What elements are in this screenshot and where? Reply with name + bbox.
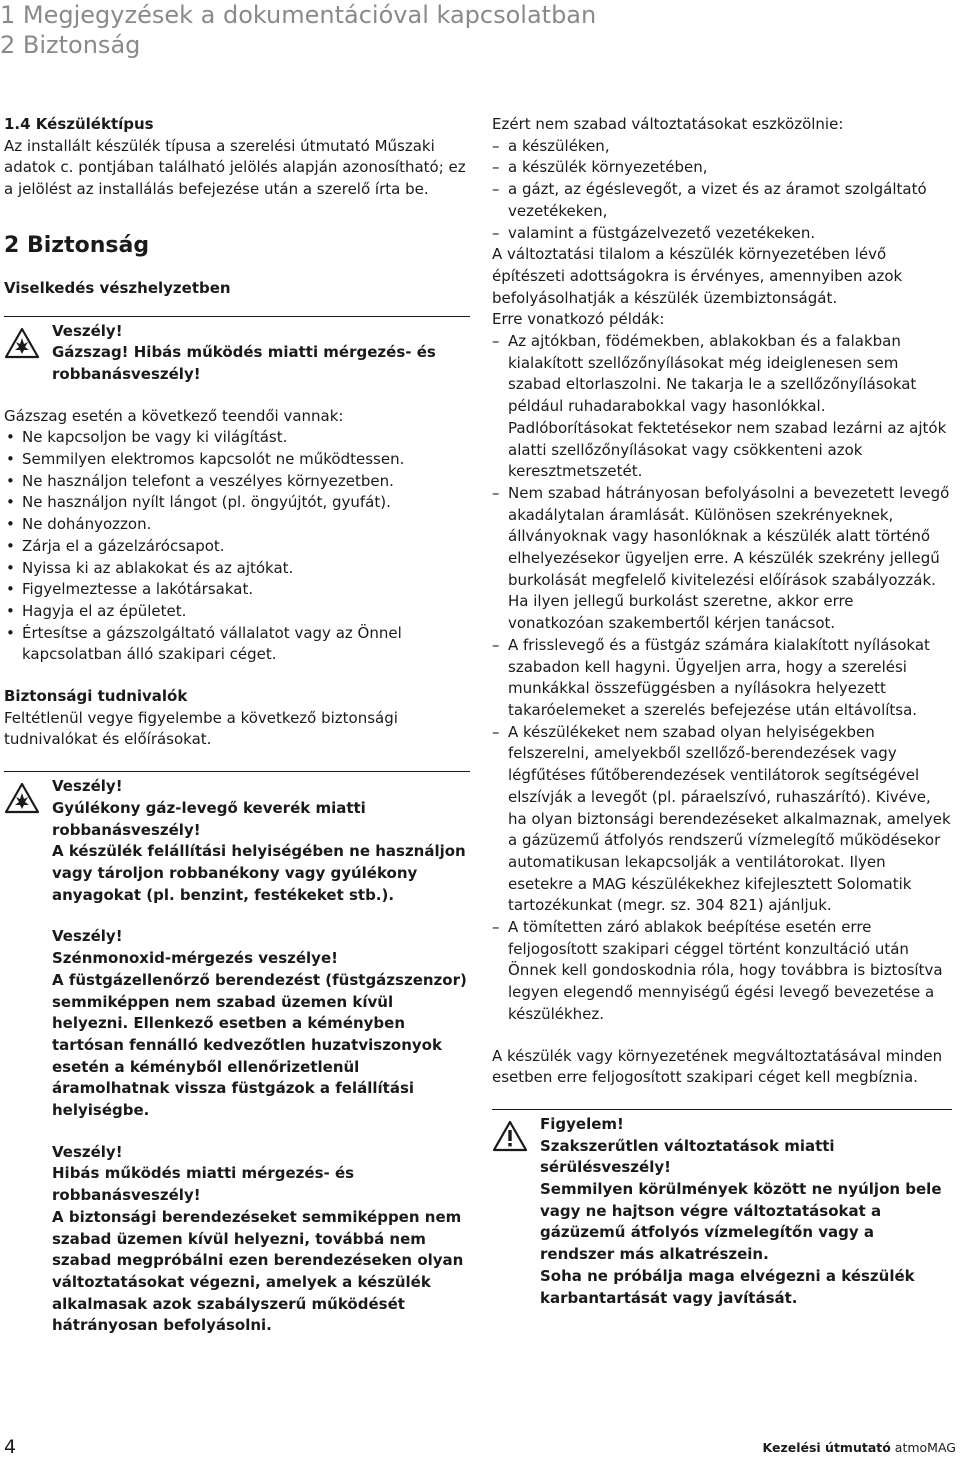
warning-1-gas-label: Gázszag! <box>52 343 129 362</box>
gas-steps-list <box>4 427 470 666</box>
list-item: – a gázt, az égéslevegőt, a vizet és az áramot szolgáltató vezetékeken, <box>492 179 952 222</box>
footer-doc-label: Kezelési útmutató <box>762 1440 891 1455</box>
warning-co <box>4 926 470 1121</box>
list-item: • Nyissa ki az ablakokat és az ajtókat. <box>4 558 470 580</box>
list-item: – a készüléken, <box>492 136 952 158</box>
change-text: A készülék vagy környezetének megváltoztatásával minden esetben erre feljogosított szakipari céget kell megbíznia. <box>492 1046 943 1087</box>
warning-gas-smell <box>4 316 470 386</box>
warning-1-text <box>52 342 470 385</box>
page-number: 4 <box>4 1436 17 1458</box>
safety-title: Biztonsági tudnivalók <box>4 687 188 706</box>
warning-4-text: Hibás működés miatti mérgezés- és robbanásveszély! A biztonsági berendezéseket semmiképpen nem szabad üzemen kívül helyezni, továbbá nem szabad megpróbálni ezen berendezéseken olyan változtatásokat végezni, amelyek a készülék alkalmasak azok szabályszerű működését hátrányosan befolyásolni. <box>52 1164 464 1335</box>
caution-box <box>492 1109 952 1309</box>
list-item: • Hagyja el az épületet. <box>4 601 470 623</box>
list-item: – Az ajtókban, födémekben, ablakokban és a falakban kialakított szellőzőnyílásokat még ideiglenesen sem szabad eltorlaszolni. Ne takarja le a szellőzőnyílásokat például ruhadarabokkal vagy hasonlókkal. Padlóborításokat fektetésekor nem szabad lezárni az ajtók alatti szellőzőnyílásokat vagy csökkenteni azok keresztmetszetét. <box>492 331 952 483</box>
safety-text: Feltétlenül vegye figyelembe a következő biztonsági tudnivalókat és előírásokat. <box>4 708 398 749</box>
list-item: – A frisslevegő és a füstgáz számára kialakított nyílásokat szabadon kell hagyni. Ügyeljen arra, hogy a szerelési munkákkal összefüggésben a nyílásokra helyezett takaróelemeket a szerelés befejezése után eltávolítsa. <box>492 635 952 722</box>
section-2-title: 2 Biztonság <box>4 232 150 258</box>
gas-intro: Gázszag esetén a következő teendői vannak: <box>4 406 344 425</box>
changes-intro: Ezért nem szabad változtatásokat eszközölnie: <box>492 115 844 133</box>
warning-2-heading: Veszély! <box>52 777 123 796</box>
warning-safety-devices <box>4 1142 470 1337</box>
list-item: – Nem szabad hátrányosan befolyásolni a bevezetett levegő akadálytalan áramlását. Különösen szekrényeknek, állványoknak vagy hasonlóknak a készülék alatt történő elhelyezésekor ügyeljen erre. A készülék szekrény jellegű burkolását megfelelő kivitelezési előírások szabályozzák. Ha ilyen jellegű burkolást szeretne, akkor erre vonatkozóan szakembertől kérjen tanácsot. <box>492 483 952 635</box>
warning-explosion-icon <box>4 327 40 359</box>
list-item: • Ne kapcsoljon be vagy ki világítást. <box>4 427 470 449</box>
warning-exclamation-icon <box>492 1120 528 1152</box>
list-item: – valamint a füstgázelvezető vezetékeken. <box>492 223 952 245</box>
ban-text: A változtatási tilalom a készülék környezetében lévő építészeti adottságokra is érvényes, amennyiben azok befolyásolhatják a készülék üzembiztonságát. <box>492 245 903 307</box>
caution-heading: Figyelem! <box>540 1114 624 1133</box>
caution-text: Szakszerűtlen változtatások miatti sérülésveszély! Semmilyen körülmények között ne nyúljon bele vagy ne hajtson végre változtatásokat a gázüzemű átfolyós vízmelegítőn vagy a rendszer más alkatrészein. Soha ne próbálja maga elvégezni a készülék karbantartását vagy javítását. <box>540 1136 942 1307</box>
list-item: – A készülékeket nem szabad olyan helyiségekben felszerelni, amelyekből szellőző-berendezések vagy légfűtéses fűtőberendezések ventilátorok segítségével elszívják a levegőt (pl. páraelszívó, ruhaszárító). Kivéve, ha olyan biztonsági berendezéseket alkalmaznak, amelyek a gázüzemű átfolyós rendszerű vízmelegítő működésekor automatikusan lekapcsolják a ventilátorokat. Ilyen esetekre a MAG készülékekhez kifejlesztett Solomatik tartozékunkat (megr. sz. 304 821) ajánljuk. <box>492 722 952 917</box>
warning-4-heading: Veszély! <box>52 1142 123 1161</box>
left-column <box>4 114 470 1337</box>
header-chapter-1: 1 Megjegyzések a dokumentációval kapcsolatban <box>0 1 597 29</box>
list-item: • Ne használjon nyílt lángot (pl. öngyújtót, gyufát). <box>4 492 470 514</box>
warning-3-text: Szénmonoxid-mérgezés veszélye! A füstgázellenőrző berendezést (füstgázszenzor) semmiképpen nem szabad üzemen kívül helyezni. Ellenkező esetben a kéményben tartósan fennálló kedvezőtlen huzatviszonyok esetén a kéményből ellenőrizetlenül áramolhatnak vissza füstgázok a felállítási helyiségbe. <box>52 949 467 1120</box>
list-item: – A tömítetten záró ablakok beépítése esetén erre feljogosított szakipari céggel történt konzultáció után Önnek kell gondoskodnia róla, hogy továbbra is biztosítva legyen elegendő mennyiségű égési levegő bevezetése a készülékhez. <box>492 917 952 1026</box>
footer-document-title <box>763 1440 956 1455</box>
warning-2-text: Gyúlékony gáz-levegő keverék miatti robbanásveszély! A készülék felállítási helyiségében ne használjon vagy tároljon robbanékony vagy gyúlékony anyagokat (pl. benzint, festékeket stb.). <box>52 798 466 904</box>
list-item: • Értesítse a gázszolgáltató vállalatot vagy az Önnel kapcsolatban álló szakipari céget. <box>4 623 470 666</box>
warning-1-heading: Veszély! <box>52 321 123 340</box>
running-header <box>0 0 960 60</box>
list-item: • Semmilyen elektromos kapcsolót ne működtessen. <box>4 449 470 471</box>
warning-flammable <box>4 771 470 906</box>
list-item: • Ne használjon telefont a veszélyes környezetben. <box>4 471 470 493</box>
right-column <box>492 114 952 1309</box>
list-item: • Zárja el a gázelzárócsapot. <box>4 536 470 558</box>
warning-3-heading: Veszély! <box>52 927 123 946</box>
list-item: • Ne dohányozzon. <box>4 514 470 536</box>
examples-intro: Erre vonatkozó példák: <box>492 310 665 329</box>
header-chapter-2: 2 Biztonság <box>0 31 141 59</box>
section-1-4-title: 1.4 Készüléktípus <box>4 115 154 133</box>
list-item: – a készülék környezetében, <box>492 157 952 179</box>
section-1-4-text: Az installált készülék típusa a szerelési útmutató Műszaki adatok c. pontjában található jelölés alapján azonosítható; ez a jelölést az installálás befejezése után a szerelő írta be. <box>4 136 466 199</box>
warning-1-rest: Hibás működés miatti mérgezés- és robbanásveszély! <box>52 343 436 383</box>
footer-brand: atmoMAG <box>890 1440 956 1455</box>
changes-list <box>492 136 952 245</box>
emergency-title: Viselkedés vészhelyzetben <box>4 278 231 297</box>
examples-list <box>492 331 952 1026</box>
list-item: • Figyelmeztesse a lakótársakat. <box>4 579 470 601</box>
warning-explosion-icon <box>4 782 40 814</box>
